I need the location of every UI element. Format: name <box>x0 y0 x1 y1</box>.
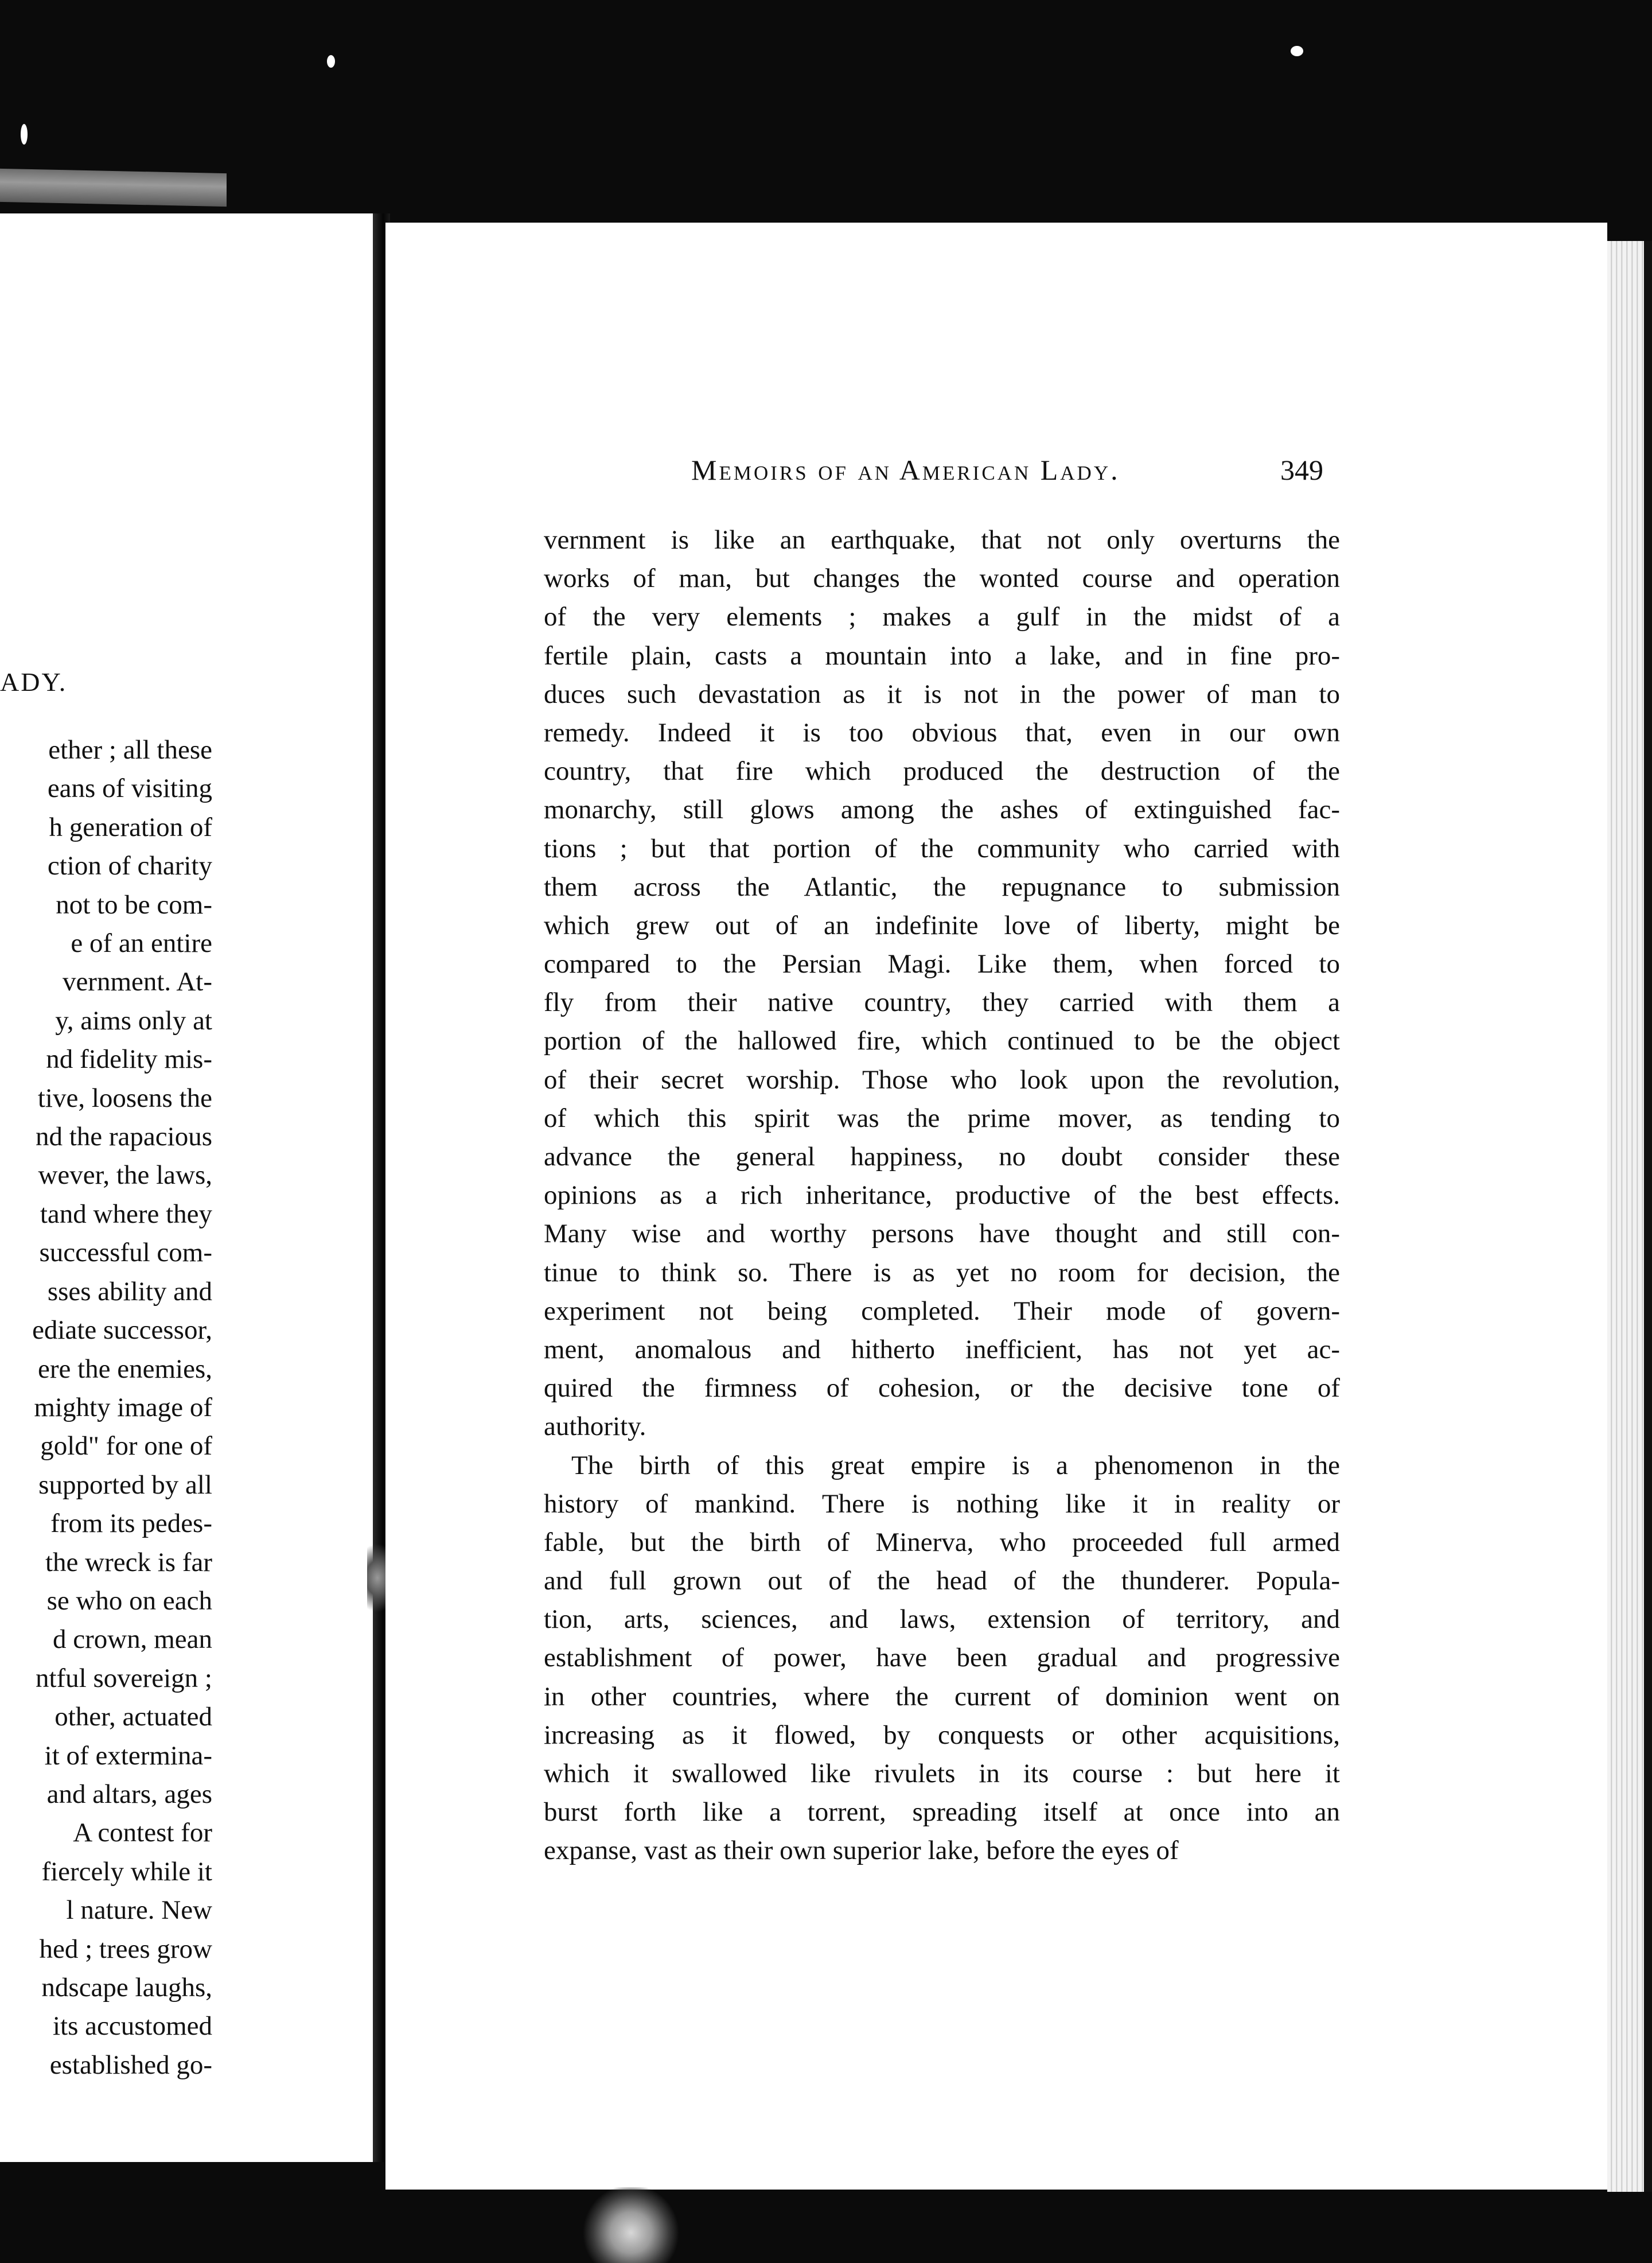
left-text-line: e of an entire <box>71 928 212 959</box>
text-line: tinue to think so. There is as yet no room for decision, the <box>544 1257 1340 1288</box>
left-text-line: ere the enemies, <box>37 1354 212 1384</box>
body-text <box>544 521 1340 1871</box>
text-line: tions ; but that portion of the community who carried with <box>544 833 1340 864</box>
text-line: ment, anomalous and hitherto inefficient, has not yet ac- <box>544 1334 1340 1364</box>
text-line: of their secret worship. Those who look upon the revolution, <box>544 1064 1340 1095</box>
text-line: The birth of this great empire is a phenomenon in the <box>571 1450 1340 1480</box>
text-line: fly from their native country, they carried with them a <box>544 987 1340 1018</box>
text-line: remedy. Indeed it is too obvious that, even in our own <box>544 717 1340 748</box>
text-line: them across the Atlantic, the repugnance to submission <box>544 872 1340 902</box>
left-text-line: d crown, mean <box>53 1624 212 1655</box>
running-head: Memoirs of an American Lady. <box>691 454 1120 486</box>
text-line: in other countries, where the current of dominion went on <box>544 1681 1340 1712</box>
text-line: portion of the hallowed fire, which continued to be the object <box>544 1026 1340 1056</box>
text-line: expanse, vast as their own superior lake, before the eyes of <box>544 1836 1179 1866</box>
text-line: compared to the Persian Magi. Like them, when forced to <box>544 949 1340 979</box>
left-text-line: tand where they <box>40 1199 212 1229</box>
left-text-line: other, actuated <box>54 1702 212 1732</box>
text-line: of the very elements ; makes a gulf in the midst of a <box>544 602 1340 632</box>
text-line: authority. <box>544 1412 646 1442</box>
left-text-line: sses ability and <box>47 1276 212 1307</box>
left-text-line: tive, loosens the <box>37 1083 212 1113</box>
left-text-line: and altars, ages <box>46 1779 212 1809</box>
text-line: works of man, but changes the wonted course and operation <box>544 563 1340 594</box>
text-line: establishment of power, have been gradual and progressive <box>544 1643 1340 1673</box>
left-text-line: l nature. New <box>66 1895 212 1926</box>
text-line: which it swallowed like rivulets in its course : but here it <box>544 1759 1340 1788</box>
text-line: experiment not being completed. Their mode of govern- <box>544 1296 1340 1326</box>
left-text-line: fiercely while it <box>41 1856 212 1887</box>
left-text-line: successful com- <box>39 1238 212 1268</box>
left-text-line: hed ; trees grow <box>39 1934 212 1964</box>
left-text-line: nd fidelity mis- <box>46 1044 212 1075</box>
text-line: duces such devastation as it is not in the power of man to <box>544 679 1340 709</box>
text-line: country, that fire which produced the destruction of the <box>544 756 1340 787</box>
text-line: monarchy, still glows among the ashes of extinguished fac- <box>544 795 1340 825</box>
left-text-line: it of extermina- <box>44 1740 212 1771</box>
left-text-line: ntful sovereign ; <box>35 1663 212 1693</box>
page-edge-shadow <box>1644 241 1652 2192</box>
text-line: increasing as it flowed, by conquests or other acquisitions, <box>544 1720 1340 1750</box>
page-number: 349 <box>1280 454 1323 486</box>
left-text-line: the wreck is far <box>45 1547 212 1577</box>
left-text-line: not to be com- <box>56 889 212 920</box>
scan-speck <box>1291 46 1303 56</box>
left-text-line: se who on each <box>46 1585 212 1616</box>
left-text-line: A contest for <box>73 1818 212 1848</box>
text-line: vernment is like an earthquake, that not only overturns the <box>544 525 1340 555</box>
text-line: of which this spirit was the prime mover, as tending to <box>544 1103 1340 1133</box>
paragraph-1 <box>544 521 1340 1447</box>
text-line: Many wise and worthy persons have thought and still con- <box>544 1219 1340 1249</box>
scan-blot <box>579 2187 683 2263</box>
left-text-line: its accustomed <box>52 2011 212 2042</box>
left-text-line: supported by all <box>38 1469 212 1500</box>
scan-speck <box>21 124 28 145</box>
left-text-line: vernment. At- <box>62 967 212 997</box>
text-line: history of mankind. There is nothing like it in reality or <box>544 1488 1340 1519</box>
text-line: burst forth like a torrent, spreading itself at once into an <box>544 1797 1340 1827</box>
text-line: advance the general happiness, no doubt consider these <box>544 1142 1340 1172</box>
left-running-head: ADY. <box>0 667 68 697</box>
left-page <box>0 213 373 2162</box>
left-text-line: wever, the laws, <box>38 1160 212 1191</box>
left-text-line: from its pedes- <box>50 1508 212 1539</box>
text-line: tion, arts, sciences, and laws, extension of territory, and <box>544 1604 1340 1635</box>
left-text-line: nd the rapacious <box>35 1122 212 1152</box>
text-line: which grew out of an indefinite love of liberty, might be <box>544 910 1340 940</box>
left-text-line: ction of charity <box>47 851 212 881</box>
left-text-line: ether ; all these <box>48 735 212 765</box>
text-line: and full grown out of the head of the thunderer. Popula- <box>544 1566 1340 1596</box>
book-spine-strip <box>0 169 227 207</box>
text-line: opinions as a rich inheritance, productive of the best effects. <box>544 1180 1340 1211</box>
left-text-line: ediate successor, <box>32 1315 212 1346</box>
left-text-line: mighty image of <box>34 1392 212 1422</box>
left-text-line: established go- <box>49 2050 212 2080</box>
text-line: quired the firmness of cohesion, or the decisive tone of <box>544 1373 1340 1403</box>
scan-speck <box>327 55 335 68</box>
left-text-line: gold" for one of <box>40 1431 212 1461</box>
text-line: fable, but the birth of Minerva, who proceeded full armed <box>544 1527 1340 1557</box>
left-text-line: eans of visiting <box>47 773 212 804</box>
text-line: fertile plain, casts a mountain into a lake, and in fine pro- <box>544 640 1340 671</box>
left-text-line: ndscape laughs, <box>41 1973 212 2003</box>
left-text-line: h generation of <box>49 812 212 842</box>
paragraph-2 <box>544 1447 1340 1871</box>
left-text-line: y, aims only at <box>55 1005 212 1036</box>
page-edges <box>1607 241 1644 2192</box>
left-page-text <box>0 731 212 2085</box>
